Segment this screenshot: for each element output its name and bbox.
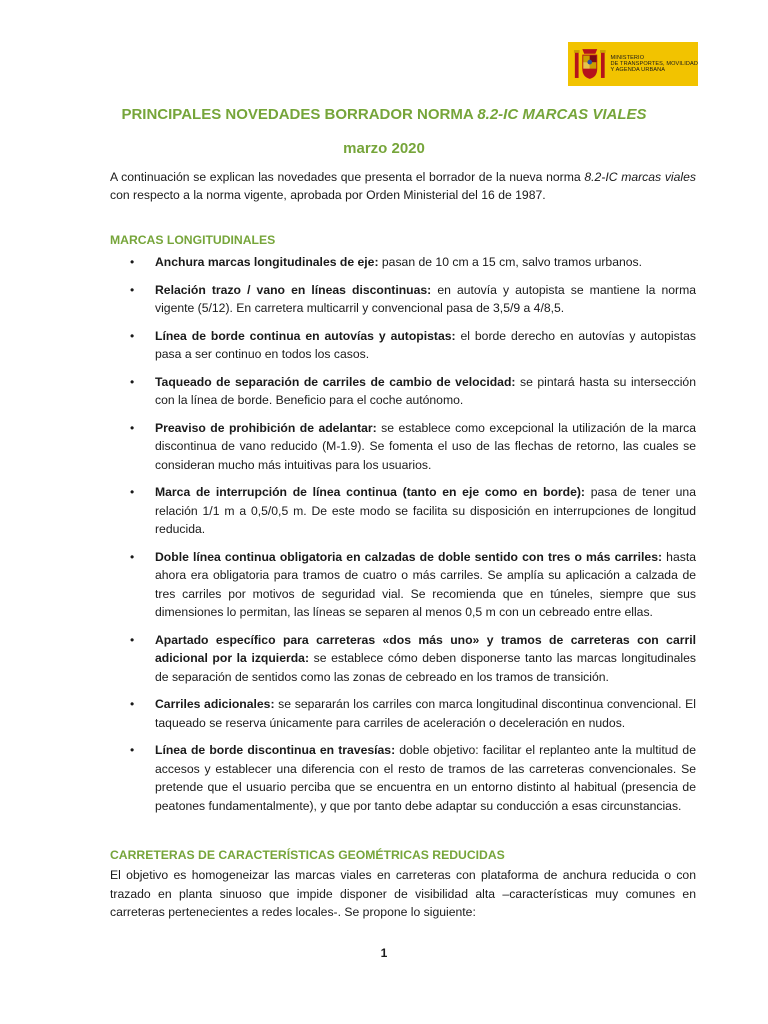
intro-paragraph [110, 168, 696, 204]
bullet-icon: • [130, 282, 135, 297]
document-date: marzo 2020 [343, 140, 425, 157]
intro-part2: con respecto a la norma vigente, aprobada por Orden Ministerial del 16 de 1987. [110, 188, 546, 202]
bullet-icon: • [130, 743, 135, 757]
list-item-text: doble objetivo: facilitar el replanteo ante la multitud de accesos y establecer una diferencia con el resto de tramos de las carreteras convencionales. Se pretende que el usuario perciba que se encuentra en un entorno distinto al habitual (presencia de peatones fundamentalmente), y que por tanto debe adaptar su conducción a esas circunstancias. [155, 743, 696, 813]
list-item-lead: Doble línea continua obligatoria en calzadas de doble sentido con tres o más carriles: [155, 549, 663, 564]
list-item-lead: Relación trazo / vano en líneas discontinuas: [155, 282, 432, 297]
list-item-text: se pintará hasta su intersección con la línea de borde. Beneficio para el coche autónomo. [155, 374, 696, 407]
title-prefix: PRINCIPALES NOVEDADES BORRADOR NORMA [121, 106, 478, 123]
list-item [110, 741, 696, 815]
list-item [110, 281, 696, 318]
section-heading-longitudinal-marks: MARCAS LONGITUDINALES [110, 233, 276, 247]
bullet-icon: • [130, 374, 135, 389]
list-item-lead: Apartado específico para carreteras «dos más uno» y tramos de carreteras con carril adicional por la izquierda: [155, 632, 696, 665]
bullet-icon: • [130, 549, 135, 564]
ministry-name-line2: DE TRANSPORTES, MOVILIDAD [610, 61, 698, 67]
list-item-text: en autovía y autopista se mantiene la norma vigente (5/12). En carretera multicarril y convencional pasa de 3,5/9 a 4/8,5. [155, 282, 696, 315]
bullet-icon: • [130, 697, 135, 711]
list-item [110, 695, 696, 732]
bullet-icon: • [130, 255, 135, 269]
list-item-text: el borde derecho en autovías y autopistas pasa a ser continuo en todos los casos. [155, 328, 696, 361]
list-item-text: pasan de 10 cm a 15 cm, salvo tramos urbanos. [378, 255, 643, 269]
bullet-icon: • [130, 632, 135, 647]
ministry-logo [568, 42, 698, 86]
spain-coat-of-arms-icon [573, 45, 607, 83]
ministry-name [611, 55, 698, 73]
list-item-lead: Anchura marcas longitudinales de eje: [155, 255, 379, 269]
ministry-name-line1: MINISTERIO [610, 55, 645, 61]
list-item [110, 548, 696, 622]
document-title [0, 106, 768, 123]
list-item [110, 327, 696, 364]
intro-part1: A continuación se explican las novedades que presenta el borrador de la nueva norma [110, 170, 585, 184]
list-item [110, 253, 696, 272]
bullet-icon: • [130, 485, 135, 499]
intro-norm-name: 8.2-IC marcas viales [584, 170, 696, 184]
title-norm-name: 8.2-IC MARCAS VIALES [477, 106, 647, 123]
list-item-text: se separarán los carriles con marca longitudinal discontinua convencional. El taqueado se reserva únicamente para carriles de aceleración o deceleración en nudos. [155, 697, 696, 730]
list-item-lead: Línea de borde discontinua en travesías: [155, 743, 396, 757]
longitudinal-marks-list [110, 253, 696, 824]
list-item [110, 373, 696, 410]
list-item-text: se establece cómo deben disponerse tanto las marcas longitudinales de separación de sentidos como las zonas de cebreado en los tramos de transición. [155, 651, 696, 684]
list-item-lead: Taqueado de separación de carriles de cambio de velocidad: [155, 374, 516, 389]
list-item [110, 483, 696, 539]
list-item-text: hasta ahora era obligatoria para tramos de cuatro o más carriles. Se amplía su aplicación a calzada de tres carriles por motivos de seguridad vial. Se recomienda que en túneles, siempre que sus dimensiones lo permitan, las líneas se separen al menos 0,5 m con un cebreado entre ellas. [155, 549, 696, 619]
list-item-lead: Carriles adicionales: [155, 697, 275, 711]
section-heading-reduced-geometry-roads: CARRETERAS DE CARACTERÍSTICAS GEOMÉTRICAS REDUCIDAS [110, 848, 505, 862]
reduced-geometry-paragraph: El objetivo es homogeneizar las marcas viales en carreteras con plataforma de anchura reducida o con trazado en planta sinuoso que impide disponer de visibilidad alta –características muy comunes en carreteras pertenecientes a redes locales-. Se propone lo siguiente: [110, 868, 696, 919]
list-item-text: pasa de tener una relación 1/1 m a 0,5/0,5 m. De este modo se facilita su disposición en interrupciones de longitud reducida. [155, 485, 696, 536]
list-item-lead: Línea de borde continua en autovías y autopistas: [155, 328, 456, 343]
page-number: 1 [380, 946, 388, 960]
list-item-text: se establece como excepcional la utilización de la marca discontinua de vano reducido (M-1.9). Se fomenta el uso de las flechas de retorno, las cuales se consideran mucho más intuitivas para los usuarios. [155, 420, 697, 472]
bullet-icon: • [130, 328, 135, 343]
list-item-lead: Preaviso de prohibición de adelantar: [155, 420, 377, 435]
list-item [110, 631, 696, 687]
ministry-name-line3: Y AGENDA URBANA [610, 67, 666, 73]
list-item [110, 419, 696, 475]
list-item-lead: Marca de interrupción de línea continua (tanto en eje como en borde): [155, 485, 585, 499]
bullet-icon: • [130, 420, 135, 435]
